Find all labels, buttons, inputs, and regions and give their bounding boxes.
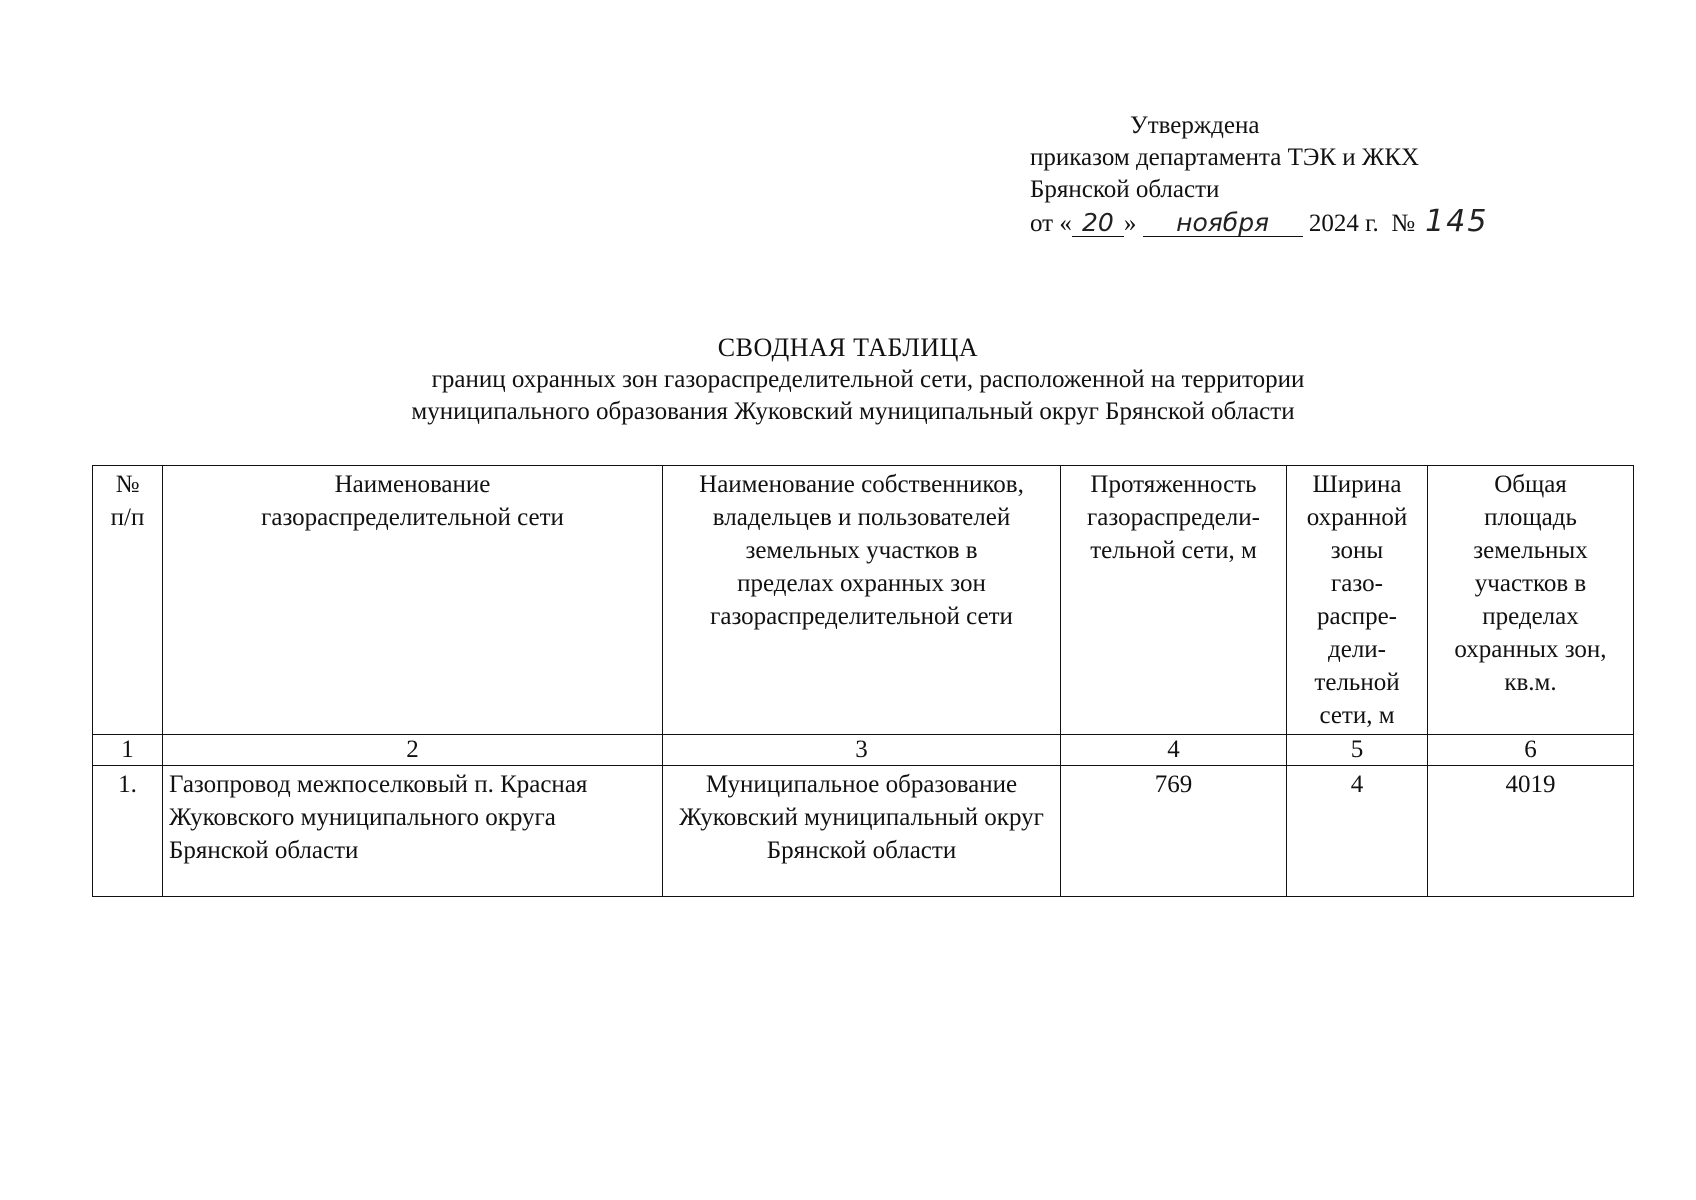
row-zone-width: 4 xyxy=(1287,766,1428,897)
row-network-name: Газопровод межпоселковый п. Красная Жуковского муниципального округа Брянской области xyxy=(163,766,663,897)
approval-date-line xyxy=(1030,206,1488,240)
column-number: 1 xyxy=(93,735,163,766)
summary-table xyxy=(92,465,1634,897)
row-number: 1. xyxy=(93,766,163,897)
date-year: 2024 г. xyxy=(1308,210,1379,237)
date-prefix: от « xyxy=(1030,210,1072,237)
approval-stamp xyxy=(1030,110,1488,240)
row-length: 769 xyxy=(1061,766,1287,897)
order-number: 145 xyxy=(1425,204,1489,239)
approval-order-line: приказом департамента ТЭК и ЖКХ xyxy=(1030,144,1420,171)
header-total-area: Общая площадь земельных участков в пределах охранных зон, кв.м. xyxy=(1428,466,1634,735)
date-day: 20 xyxy=(1072,210,1124,237)
document-heading xyxy=(0,332,1696,428)
header-network-name: Наименование газораспределительной сети xyxy=(163,466,663,735)
column-number: 3 xyxy=(663,735,1061,766)
row-owners: Муниципальное образование Жуковский муниципальный округ Брянской области xyxy=(663,766,1061,897)
column-number: 5 xyxy=(1287,735,1428,766)
header-owners: Наименование собственников, владельцев и пользователей земельных участков в пределах охранных зон газораспределительной сети xyxy=(663,466,1061,735)
column-number: 6 xyxy=(1428,735,1634,766)
header-length: Протяженность газораспредели- тельной сети, м xyxy=(1061,466,1287,735)
date-month: ноября xyxy=(1143,210,1303,237)
approval-region-line: Брянской области xyxy=(1030,176,1220,203)
row-total-area: 4019 xyxy=(1428,766,1634,897)
header-number: № п/п xyxy=(93,466,163,735)
number-sign: № xyxy=(1391,210,1416,237)
document-subtitle-1: границ охранных зон газораспределительной сети, расположенной на территории xyxy=(431,366,1305,393)
column-number-row xyxy=(93,735,1634,766)
column-number: 4 xyxy=(1061,735,1287,766)
approval-title: Утверждена xyxy=(1130,112,1260,139)
table-header-row xyxy=(93,466,1634,735)
date-mid: » xyxy=(1123,210,1137,237)
document-title: СВОДНАЯ ТАБЛИЦА xyxy=(717,333,979,362)
table-row xyxy=(93,766,1634,897)
header-zone-width: Ширина охранной зоны газо- распре- дели- тельной сети, м xyxy=(1287,466,1428,735)
document-subtitle-2: муниципального образования Жуковский муниципальный округ Брянской области xyxy=(411,398,1295,425)
column-number: 2 xyxy=(163,735,663,766)
